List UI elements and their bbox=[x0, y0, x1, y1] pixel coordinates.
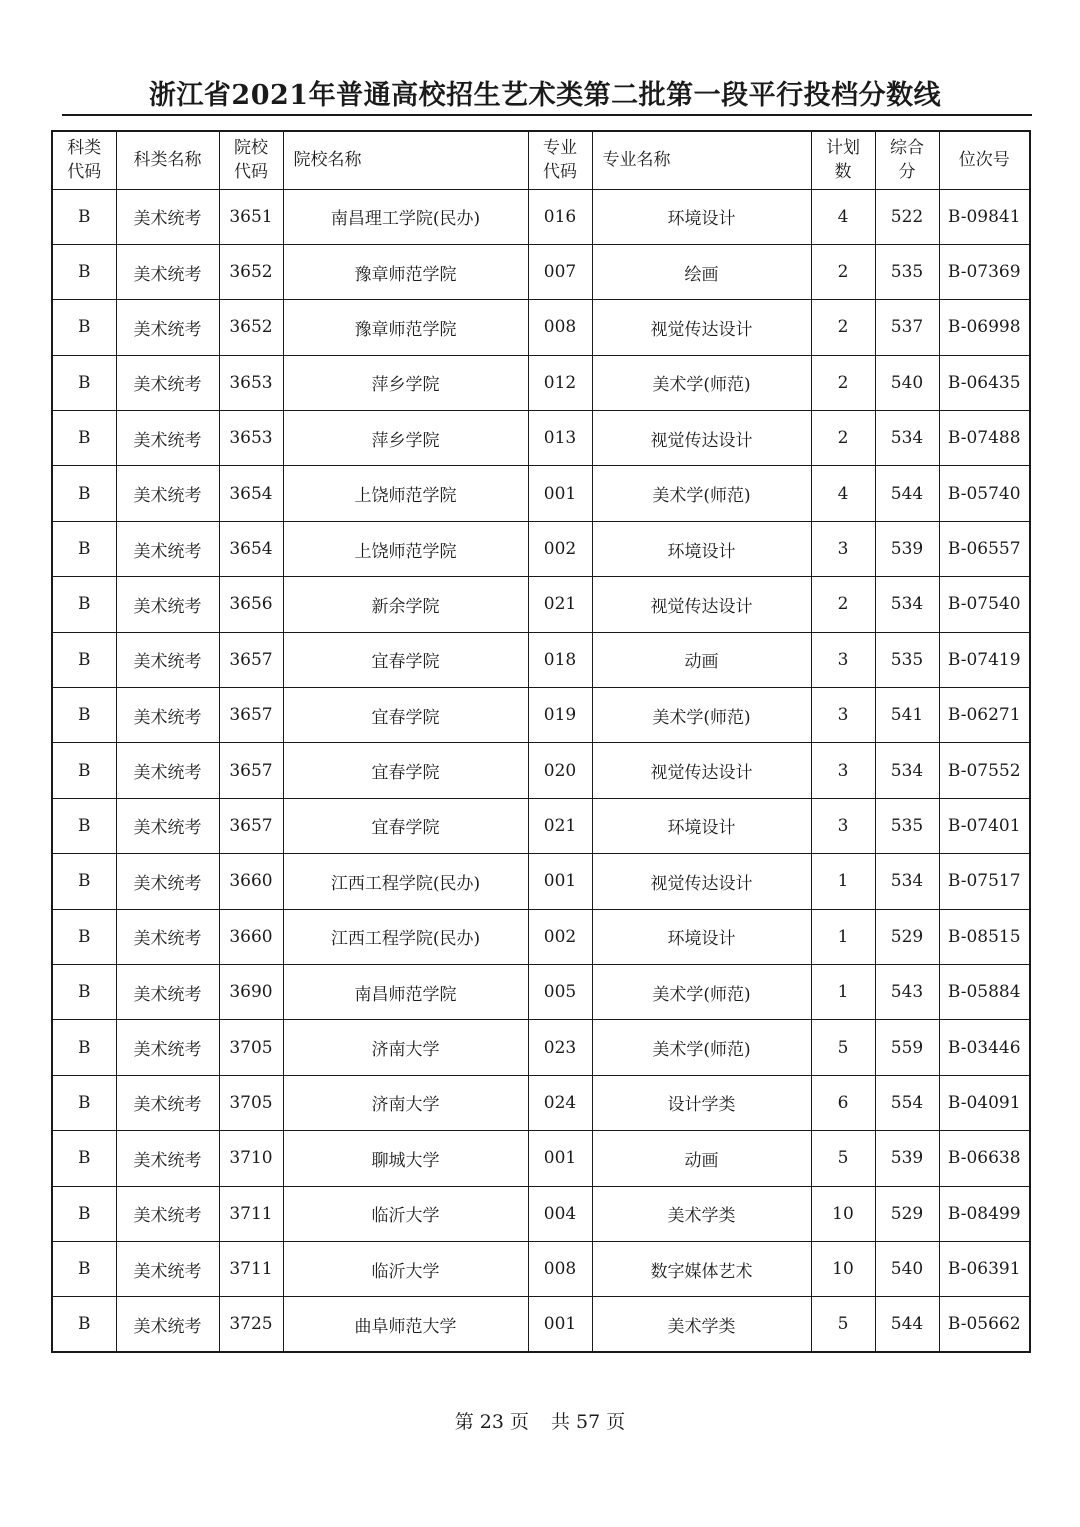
cell-school-code: 3651 bbox=[219, 189, 283, 244]
cell-school-code: 3652 bbox=[219, 244, 283, 299]
cell-major-code: 013 bbox=[528, 411, 592, 466]
cell-category-name: 美术统考 bbox=[116, 798, 219, 853]
cell-rank: B-06271 bbox=[939, 688, 1030, 743]
cell-rank: B-07401 bbox=[939, 798, 1030, 853]
header-rank: 位次号 bbox=[939, 131, 1030, 189]
cell-category-code: B bbox=[52, 798, 116, 853]
cell-school-code: 3657 bbox=[219, 688, 283, 743]
cell-rank: B-06435 bbox=[939, 355, 1030, 410]
cell-category-name: 美术统考 bbox=[116, 355, 219, 410]
table-row bbox=[52, 854, 1030, 909]
cell-category-code: B bbox=[52, 355, 116, 410]
page-footer bbox=[0, 1408, 1080, 1436]
cell-plan: 2 bbox=[811, 300, 875, 355]
cell-rank: B-07419 bbox=[939, 632, 1030, 687]
cell-category-name: 美术统考 bbox=[116, 1297, 219, 1352]
cell-score: 559 bbox=[875, 1020, 939, 1075]
cell-major-code: 001 bbox=[528, 1131, 592, 1186]
cell-plan: 6 bbox=[811, 1075, 875, 1130]
cell-category-code: B bbox=[52, 466, 116, 521]
cell-school-code: 3656 bbox=[219, 577, 283, 632]
cell-major-code: 019 bbox=[528, 688, 592, 743]
cell-score: 544 bbox=[875, 466, 939, 521]
table-row bbox=[52, 244, 1030, 299]
cell-major-code: 007 bbox=[528, 244, 592, 299]
cell-score: 534 bbox=[875, 854, 939, 909]
cell-major-name: 美术学(师范) bbox=[592, 688, 811, 743]
cell-plan: 3 bbox=[811, 743, 875, 798]
cell-major-name: 美术学(师范) bbox=[592, 964, 811, 1019]
cell-score: 537 bbox=[875, 300, 939, 355]
cell-rank: B-06638 bbox=[939, 1131, 1030, 1186]
header-category-name: 科类名称 bbox=[116, 131, 219, 189]
header-school-code: 院校 代码 bbox=[219, 131, 283, 189]
cell-category-name: 美术统考 bbox=[116, 909, 219, 964]
page-title: 浙江省2021年普通高校招生艺术类第二批第一段平行投档分数线 bbox=[148, 80, 942, 111]
header-school-name: 院校名称 bbox=[283, 131, 528, 189]
cell-major-code: 018 bbox=[528, 632, 592, 687]
cell-major-name: 环境设计 bbox=[592, 909, 811, 964]
cell-school-name: 宜春学院 bbox=[283, 743, 528, 798]
admission-score-table bbox=[51, 130, 1031, 1353]
cell-category-code: B bbox=[52, 300, 116, 355]
cell-school-code: 3705 bbox=[219, 1075, 283, 1130]
cell-category-name: 美术统考 bbox=[116, 244, 219, 299]
cell-rank: B-07517 bbox=[939, 854, 1030, 909]
cell-major-name: 设计学类 bbox=[592, 1075, 811, 1130]
table-row bbox=[52, 909, 1030, 964]
cell-plan: 5 bbox=[811, 1297, 875, 1352]
cell-major-code: 008 bbox=[528, 1241, 592, 1296]
cell-category-code: B bbox=[52, 1075, 116, 1130]
cell-school-code: 3711 bbox=[219, 1241, 283, 1296]
cell-plan: 5 bbox=[811, 1131, 875, 1186]
cell-school-name: 宜春学院 bbox=[283, 798, 528, 853]
table-body bbox=[52, 189, 1030, 1352]
table-row bbox=[52, 577, 1030, 632]
cell-school-name: 豫章师范学院 bbox=[283, 244, 528, 299]
table-row bbox=[52, 1020, 1030, 1075]
cell-score: 541 bbox=[875, 688, 939, 743]
cell-rank: B-07552 bbox=[939, 743, 1030, 798]
cell-plan: 2 bbox=[811, 355, 875, 410]
page-total: 共 57 页 bbox=[551, 1411, 626, 1433]
table-row bbox=[52, 411, 1030, 466]
cell-category-code: B bbox=[52, 577, 116, 632]
cell-category-name: 美术统考 bbox=[116, 577, 219, 632]
cell-category-code: B bbox=[52, 909, 116, 964]
cell-plan: 1 bbox=[811, 854, 875, 909]
cell-plan: 1 bbox=[811, 964, 875, 1019]
cell-major-name: 美术学类 bbox=[592, 1186, 811, 1241]
title-underline bbox=[62, 114, 1032, 116]
cell-category-name: 美术统考 bbox=[116, 1241, 219, 1296]
cell-plan: 2 bbox=[811, 411, 875, 466]
table-row bbox=[52, 1297, 1030, 1352]
cell-school-name: 聊城大学 bbox=[283, 1131, 528, 1186]
cell-school-code: 3653 bbox=[219, 411, 283, 466]
cell-rank: B-05662 bbox=[939, 1297, 1030, 1352]
cell-major-name: 视觉传达设计 bbox=[592, 577, 811, 632]
cell-school-name: 江西工程学院(民办) bbox=[283, 854, 528, 909]
cell-category-code: B bbox=[52, 521, 116, 576]
header-score: 综合 分 bbox=[875, 131, 939, 189]
cell-major-code: 008 bbox=[528, 300, 592, 355]
cell-category-code: B bbox=[52, 189, 116, 244]
cell-major-name: 动画 bbox=[592, 632, 811, 687]
table-row bbox=[52, 1131, 1030, 1186]
cell-major-name: 环境设计 bbox=[592, 521, 811, 576]
cell-plan: 4 bbox=[811, 466, 875, 521]
cell-plan: 4 bbox=[811, 189, 875, 244]
cell-score: 534 bbox=[875, 577, 939, 632]
cell-school-name: 曲阜师范大学 bbox=[283, 1297, 528, 1352]
cell-school-name: 临沂大学 bbox=[283, 1186, 528, 1241]
cell-category-name: 美术统考 bbox=[116, 1020, 219, 1075]
cell-school-code: 3657 bbox=[219, 798, 283, 853]
cell-major-name: 视觉传达设计 bbox=[592, 854, 811, 909]
cell-school-name: 临沂大学 bbox=[283, 1241, 528, 1296]
cell-major-code: 002 bbox=[528, 521, 592, 576]
cell-score: 522 bbox=[875, 189, 939, 244]
cell-plan: 3 bbox=[811, 798, 875, 853]
cell-score: 529 bbox=[875, 1186, 939, 1241]
cell-major-code: 023 bbox=[528, 1020, 592, 1075]
cell-school-name: 萍乡学院 bbox=[283, 411, 528, 466]
cell-school-code: 3652 bbox=[219, 300, 283, 355]
table-row bbox=[52, 521, 1030, 576]
cell-major-code: 001 bbox=[528, 466, 592, 521]
table-row bbox=[52, 355, 1030, 410]
cell-school-code: 3654 bbox=[219, 466, 283, 521]
cell-major-code: 020 bbox=[528, 743, 592, 798]
cell-rank: B-06557 bbox=[939, 521, 1030, 576]
cell-school-name: 济南大学 bbox=[283, 1075, 528, 1130]
cell-rank: B-07369 bbox=[939, 244, 1030, 299]
cell-score: 534 bbox=[875, 411, 939, 466]
cell-school-name: 上饶师范学院 bbox=[283, 521, 528, 576]
cell-category-code: B bbox=[52, 1131, 116, 1186]
cell-category-name: 美术统考 bbox=[116, 521, 219, 576]
header-row bbox=[52, 131, 1030, 189]
cell-major-name: 环境设计 bbox=[592, 189, 811, 244]
cell-category-code: B bbox=[52, 1241, 116, 1296]
cell-school-code: 3657 bbox=[219, 743, 283, 798]
cell-category-code: B bbox=[52, 688, 116, 743]
table-row bbox=[52, 189, 1030, 244]
cell-category-name: 美术统考 bbox=[116, 411, 219, 466]
cell-category-name: 美术统考 bbox=[116, 189, 219, 244]
cell-plan: 2 bbox=[811, 244, 875, 299]
cell-score: 539 bbox=[875, 1131, 939, 1186]
cell-school-name: 江西工程学院(民办) bbox=[283, 909, 528, 964]
table-row bbox=[52, 1241, 1030, 1296]
cell-rank: B-05884 bbox=[939, 964, 1030, 1019]
cell-major-code: 004 bbox=[528, 1186, 592, 1241]
cell-school-name: 萍乡学院 bbox=[283, 355, 528, 410]
table-header bbox=[52, 131, 1030, 189]
cell-plan: 2 bbox=[811, 577, 875, 632]
cell-category-code: B bbox=[52, 743, 116, 798]
cell-major-name: 视觉传达设计 bbox=[592, 300, 811, 355]
table-row bbox=[52, 300, 1030, 355]
cell-score: 535 bbox=[875, 798, 939, 853]
cell-category-code: B bbox=[52, 1186, 116, 1241]
cell-school-code: 3705 bbox=[219, 1020, 283, 1075]
cell-major-code: 002 bbox=[528, 909, 592, 964]
cell-school-code: 3660 bbox=[219, 909, 283, 964]
cell-school-code: 3654 bbox=[219, 521, 283, 576]
cell-score: 554 bbox=[875, 1075, 939, 1130]
cell-major-name: 美术学(师范) bbox=[592, 1020, 811, 1075]
cell-category-code: B bbox=[52, 1020, 116, 1075]
cell-category-code: B bbox=[52, 632, 116, 687]
cell-plan: 10 bbox=[811, 1186, 875, 1241]
cell-rank: B-07540 bbox=[939, 577, 1030, 632]
cell-score: 534 bbox=[875, 743, 939, 798]
table-row bbox=[52, 688, 1030, 743]
cell-category-name: 美术统考 bbox=[116, 688, 219, 743]
cell-category-code: B bbox=[52, 964, 116, 1019]
cell-major-name: 美术学(师范) bbox=[592, 355, 811, 410]
cell-school-name: 宜春学院 bbox=[283, 688, 528, 743]
cell-score: 535 bbox=[875, 632, 939, 687]
cell-major-code: 021 bbox=[528, 577, 592, 632]
cell-school-code: 3660 bbox=[219, 854, 283, 909]
cell-category-name: 美术统考 bbox=[116, 300, 219, 355]
cell-category-code: B bbox=[52, 854, 116, 909]
cell-score: 540 bbox=[875, 355, 939, 410]
table-row bbox=[52, 964, 1030, 1019]
cell-score: 539 bbox=[875, 521, 939, 576]
cell-school-name: 新余学院 bbox=[283, 577, 528, 632]
cell-major-code: 012 bbox=[528, 355, 592, 410]
cell-school-code: 3711 bbox=[219, 1186, 283, 1241]
cell-major-name: 视觉传达设计 bbox=[592, 743, 811, 798]
cell-category-name: 美术统考 bbox=[116, 743, 219, 798]
cell-category-name: 美术统考 bbox=[116, 1075, 219, 1130]
cell-score: 544 bbox=[875, 1297, 939, 1352]
table-row bbox=[52, 1075, 1030, 1130]
cell-major-name: 绘画 bbox=[592, 244, 811, 299]
cell-major-name: 视觉传达设计 bbox=[592, 411, 811, 466]
cell-school-code: 3653 bbox=[219, 355, 283, 410]
cell-category-code: B bbox=[52, 411, 116, 466]
cell-category-name: 美术统考 bbox=[116, 854, 219, 909]
cell-score: 543 bbox=[875, 964, 939, 1019]
cell-plan: 1 bbox=[811, 909, 875, 964]
cell-rank: B-08499 bbox=[939, 1186, 1030, 1241]
cell-major-name: 美术学类 bbox=[592, 1297, 811, 1352]
cell-school-code: 3725 bbox=[219, 1297, 283, 1352]
cell-major-name: 数字媒体艺术 bbox=[592, 1241, 811, 1296]
cell-category-code: B bbox=[52, 244, 116, 299]
cell-category-name: 美术统考 bbox=[116, 1186, 219, 1241]
cell-rank: B-05740 bbox=[939, 466, 1030, 521]
cell-major-name: 环境设计 bbox=[592, 798, 811, 853]
cell-school-name: 南昌理工学院(民办) bbox=[283, 189, 528, 244]
cell-major-code: 001 bbox=[528, 1297, 592, 1352]
table-row bbox=[52, 1186, 1030, 1241]
cell-score: 535 bbox=[875, 244, 939, 299]
cell-major-code: 016 bbox=[528, 189, 592, 244]
header-category-code: 科类 代码 bbox=[52, 131, 116, 189]
cell-category-name: 美术统考 bbox=[116, 632, 219, 687]
cell-major-name: 动画 bbox=[592, 1131, 811, 1186]
cell-major-code: 024 bbox=[528, 1075, 592, 1130]
cell-category-name: 美术统考 bbox=[116, 466, 219, 521]
cell-score: 540 bbox=[875, 1241, 939, 1296]
cell-rank: B-06391 bbox=[939, 1241, 1030, 1296]
cell-major-code: 001 bbox=[528, 854, 592, 909]
table-row bbox=[52, 798, 1030, 853]
page-number: 第 23 页 bbox=[454, 1411, 529, 1433]
cell-rank: B-03446 bbox=[939, 1020, 1030, 1075]
cell-school-name: 豫章师范学院 bbox=[283, 300, 528, 355]
table-row bbox=[52, 743, 1030, 798]
cell-rank: B-08515 bbox=[939, 909, 1030, 964]
cell-category-name: 美术统考 bbox=[116, 1131, 219, 1186]
cell-rank: B-07488 bbox=[939, 411, 1030, 466]
cell-school-name: 南昌师范学院 bbox=[283, 964, 528, 1019]
cell-plan: 3 bbox=[811, 688, 875, 743]
cell-category-name: 美术统考 bbox=[116, 964, 219, 1019]
header-major-code: 专业 代码 bbox=[528, 131, 592, 189]
cell-major-code: 021 bbox=[528, 798, 592, 853]
cell-school-name: 宜春学院 bbox=[283, 632, 528, 687]
table-row bbox=[52, 466, 1030, 521]
cell-major-name: 美术学(师范) bbox=[592, 466, 811, 521]
cell-plan: 3 bbox=[811, 521, 875, 576]
cell-rank: B-06998 bbox=[939, 300, 1030, 355]
cell-category-code: B bbox=[52, 1297, 116, 1352]
header-major-name: 专业名称 bbox=[592, 131, 811, 189]
cell-school-name: 济南大学 bbox=[283, 1020, 528, 1075]
cell-school-code: 3657 bbox=[219, 632, 283, 687]
cell-school-code: 3690 bbox=[219, 964, 283, 1019]
cell-rank: B-09841 bbox=[939, 189, 1030, 244]
header-plan: 计划 数 bbox=[811, 131, 875, 189]
cell-rank: B-04091 bbox=[939, 1075, 1030, 1130]
cell-major-code: 005 bbox=[528, 964, 592, 1019]
cell-plan: 3 bbox=[811, 632, 875, 687]
table-row bbox=[52, 632, 1030, 687]
cell-plan: 5 bbox=[811, 1020, 875, 1075]
cell-school-name: 上饶师范学院 bbox=[283, 466, 528, 521]
cell-score: 529 bbox=[875, 909, 939, 964]
cell-school-code: 3710 bbox=[219, 1131, 283, 1186]
cell-plan: 10 bbox=[811, 1241, 875, 1296]
